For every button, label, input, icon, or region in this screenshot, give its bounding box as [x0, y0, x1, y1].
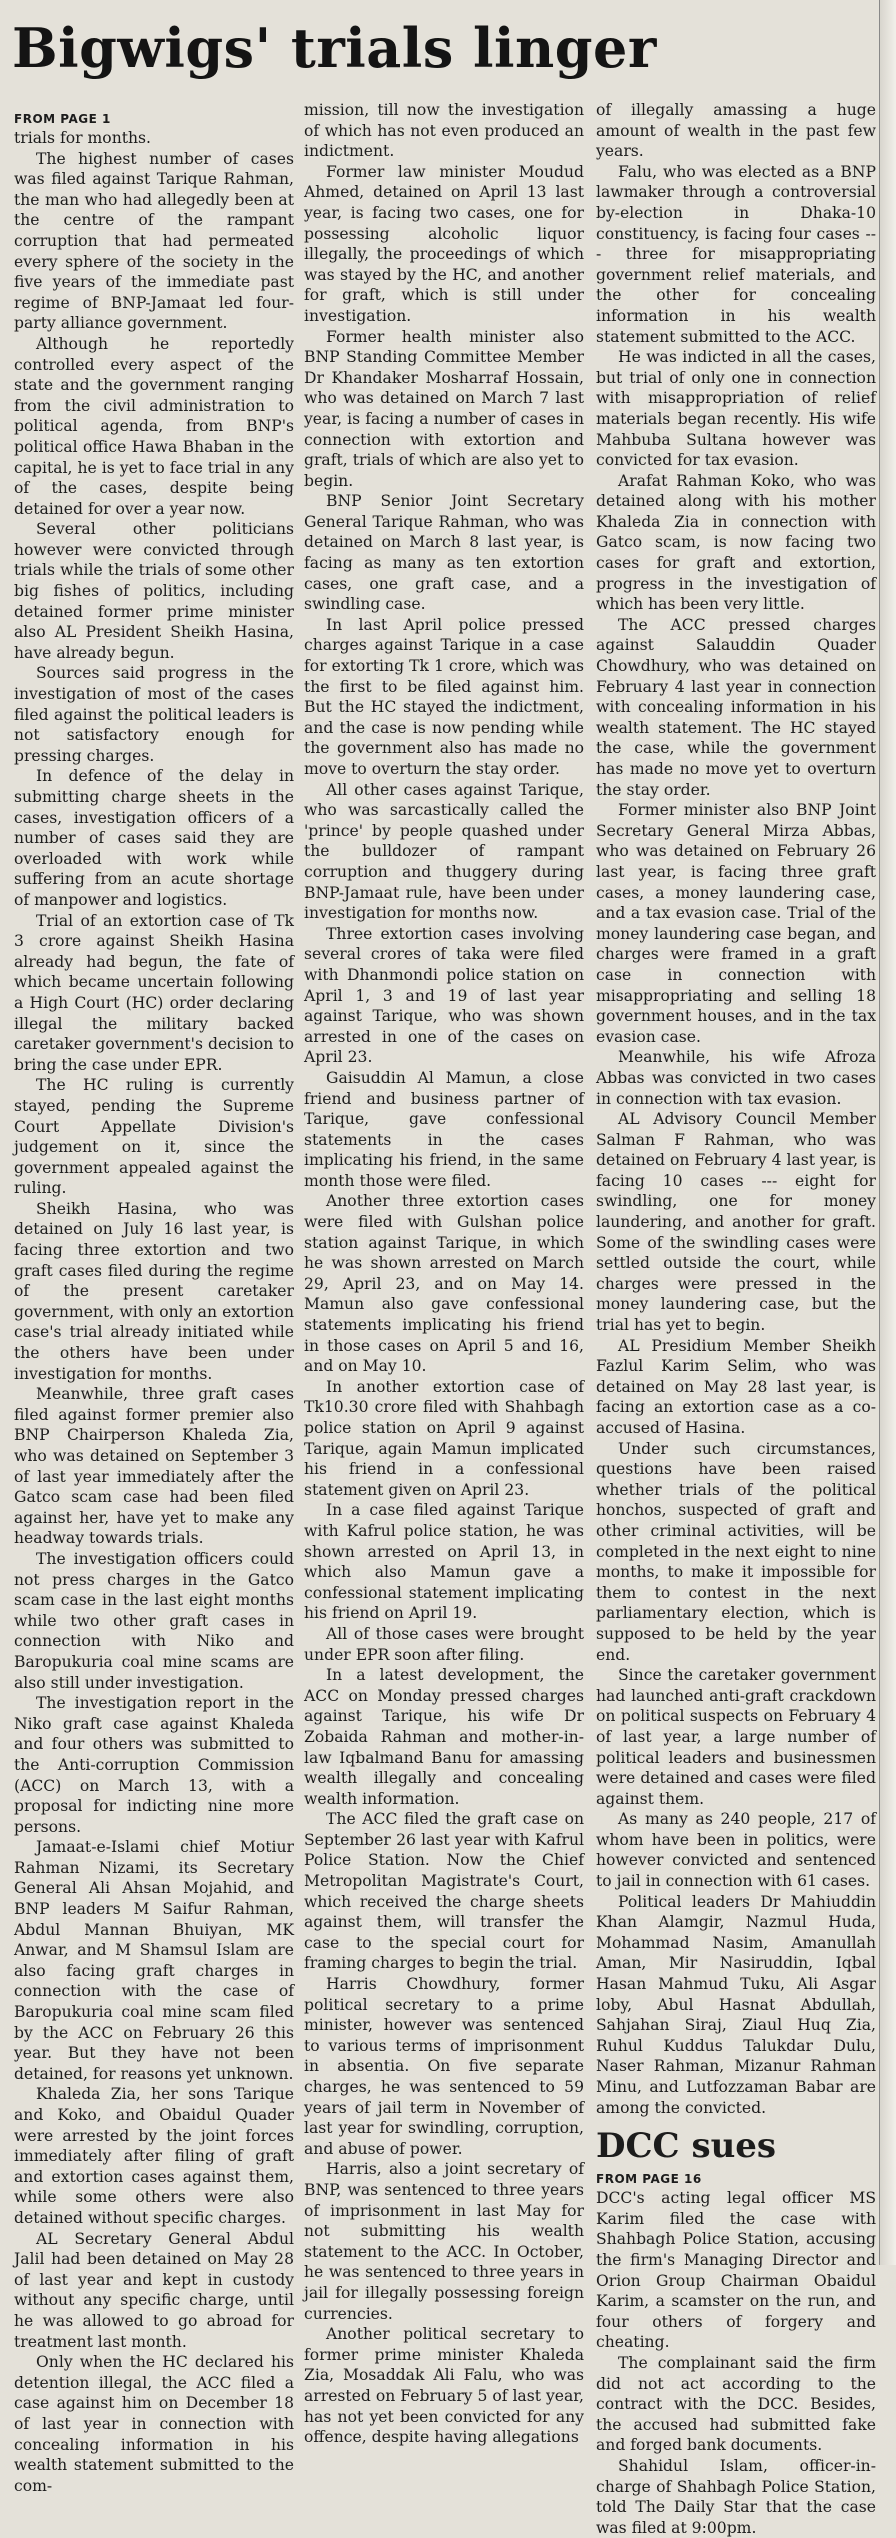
- paragraph: Gaisuddin Al Mamun, a close friend and business partner of Tarique, gave confessional statements in the cases implicating his friend, in the same month those were filed.: [304, 1068, 584, 1190]
- paragraph: In last April police pressed charges against Tarique in a case for extorting Tk 1 crore, which was the first to be filed against him. But the HC stayed the indictment, and the case is now pending while the government also has made no move to overturn the stay order.: [304, 615, 584, 778]
- paragraph: The investigation officers could not press charges in the Gatco scam case in the last eight months while two other graft cases in connection with Niko and Baropukuria coal mine scams are also still under investigation.: [14, 1549, 294, 1692]
- paragraph: Harris Chowdhury, former political secretary to a prime minister, however was sentenced to various terms of imprisonment in absentia. On five separate charges, he was sentenced to 59 years of jail term in November of last year for swindling, corruption, and abuse of power.: [304, 1975, 584, 2158]
- paragraph: Jamaat-e-Islami chief Motiur Rahman Nizami, its Secretary General Ali Ahsan Mojahid, and BNP leaders M Saifur Rahman, Abdul Mannan Bhuiyan, MK Anwar, and M Shamsul Islam are also facing graft charges in connection with the case of Baropukuria coal mine scam filed by the ACC on February 26 this year. But they have not been detained, for reasons yet unknown.: [14, 1838, 294, 2083]
- article-column-2: [304, 100, 584, 2447]
- paragraph: Since the caretaker government had launched anti-graft crackdown on political suspects on February 4 of last year, a large number of political leaders and businessmen were detained and cases were filed against them.: [596, 1666, 876, 1808]
- paragraph: Arafat Rahman Koko, who was detained along with his mother Khaleda Zia in connection with Gatco scam, is now facing two cases for graft and extortion, progress in the investigation of which has been very little.: [596, 471, 876, 614]
- paragraph: Falu, who was elected as a BNP lawmaker through a controversial by-election in Dhaka-10 constituency, is facing four cases --- three for misappropriating government relief materials, and the other for concealing information in his wealth statement submitted to the ACC.: [596, 162, 876, 346]
- paragraph: The investigation report in the Niko graft case against Khaleda and four others was submitted to the Anti-corruption Commission (ACC) on March 13, with a proposal for indicting nine more persons.: [14, 1694, 294, 1836]
- paragraph: Another three extortion cases were filed with Gulshan police station against Tarique, in which he was shown arrested on March 29, April 23, and on May 14. Mamun also gave confessional statements implicating his friend in those cases on April 5 and 16, and on May 10.: [304, 1192, 584, 1376]
- paragraph: All of those cases were brought under EPR soon after filing.: [304, 1624, 584, 1664]
- paragraph: The highest number of cases was filed against Tarique Rahman, the man who had allegedly been at the centre of the rampant corruption that had permeated every sphere of the society in the five years of the immediate past regime of BNP-Jamaat led four-party alliance government.: [14, 149, 294, 333]
- paragraph: Former health minister also BNP Standing Committee Member Dr Khandaker Mosharraf Hossain, who was detained on March 7 last year, is facing a number of cases in connection with extortion and graft, trials of which are also yet to begin.: [304, 327, 584, 490]
- paragraph: Another political secretary to former prime minister Khaleda Zia, Mosaddak Ali Falu, who was arrested on February 5 of last year, has not yet been convicted for any offence, despite having allegations: [304, 2325, 584, 2447]
- paragraph: Former law minister Moudud Ahmed, detained on April 13 last year, is facing two cases, one for possessing alcoholic liquor illegally, the proceedings of which was stayed by the HC, and another for graft, which is still under investigation.: [304, 162, 584, 325]
- dcc-sues-headline: DCC sues: [596, 2126, 777, 2167]
- adjacent-page-edge: [879, 0, 896, 2265]
- paragraph: Political leaders Dr Mahiuddin Khan Alamgir, Nazmul Huda, Mohammad Nasim, Amanullah Aman, Mir Nasiruddin, Iqbal Hasan Mahmud Tuku, Ali Asgar loby, Abul Hasnat Abdullah, Sahjahan Siraj, Ziaul Huq Zia, Ruhul Kuddus Talukdar Dulu, Naser Rahman, Mizanur Rahman Minu, and Lutfozzaman Babar are among the convicted.: [596, 1892, 876, 2117]
- paragraph: BNP Senior Joint Secretary General Tarique Rahman, who was detained on March 8 last year, is facing as many as ten extortion cases, one graft case, and a swindling case.: [304, 492, 584, 614]
- paragraph: Meanwhile, three graft cases filed against former premier also BNP Chairperson Khaleda Zia, who was detained on September 3 of last year immediately after the Gatco scam case had been filed against her, have yet to make any headway towards trials.: [14, 1385, 294, 1548]
- paragraph: Under such circumstances, questions have been raised whether trials of the political honchos, suspected of graft and other criminal activities, will be completed in the next eight to nine months, to make it impossible for them to contest in the next parliamentary election, which is supposed to be held by the year end.: [596, 1439, 876, 1664]
- paragraph: Khaleda Zia, her sons Tarique and Koko, and Obaidul Quader were arrested by the joint forces immediately after filing of graft and extortion cases against them, while some others were also detained without specific charges.: [14, 2085, 294, 2227]
- paragraph: He was indicted in all the cases, but trial of only one in connection with misappropriation of relief materials began recently. His wife Mahbuba Sultana however was convicted for tax evasion.: [596, 348, 876, 470]
- headline: Bigwigs' trials linger: [12, 16, 657, 80]
- paragraph: In defence of the delay in submitting charge sheets in the cases, investigation officers of a number of cases said they are overloaded with work while suffering from an acute shortage of manpower and logistics.: [14, 767, 294, 909]
- paragraph: In a latest development, the ACC on Monday pressed charges against Tarique, his wife Dr Zobaida Rahman and mother-in-law Iqbalmand Banu for amassing wealth illegally and concealing wealth information.: [304, 1666, 584, 1808]
- paragraph: Trial of an extortion case of Tk 3 crore against Sheikh Hasina already had begun, the fate of which became uncertain following a High Court (HC) order declaring illegal the military backed caretaker government's decision to bring the case under EPR.: [14, 911, 294, 1074]
- paragraph: Sources said progress in the investigation of most of the cases filed against the political leaders is not satisfactory enough for pressing charges.: [14, 664, 294, 765]
- dcc-continuation-label: FROM PAGE 16: [596, 2172, 702, 2187]
- paragraph: In another extortion case of Tk10.30 crore filed with Shahbagh police station on April 9 against Tarique, again Mamun implicated his friend in a confessional statement given on April 23.: [304, 1377, 584, 1499]
- dcc-paragraph: DCC's acting legal officer MS Karim filed the case with Shahbagh Police Station, accusing the firm's Managing Director and Orion Group Chairman Obaidul Karim, a scamster on the run, and four others of forgery and cheating.: [596, 2189, 876, 2352]
- continuation-label: FROM PAGE 1: [14, 112, 111, 126]
- paragraph: AL Secretary General Abdul Jalil had been detained on May 28 of last year and kept in custody without any specific charge, until he was allowed to go abroad for treatment last month.: [14, 2229, 294, 2351]
- paragraph: Sheikh Hasina, who was detained on July 16 last year, is facing three extortion and two graft cases filed during the regime of the present caretaker government, with only an extortion case's trial already initiated while the others have been under investigation for months.: [14, 1199, 294, 1383]
- paragraph: trials for months.: [14, 129, 152, 147]
- article-column-3: [596, 100, 876, 2537]
- paragraph: Only when the HC declared his detention illegal, the ACC filed a case against him on December 18 of last year in connection with concealing information in his wealth statement submitted to the com-: [14, 2353, 294, 2495]
- article-column-1: [14, 110, 294, 2495]
- paragraph: In a case filed against Tarique with Kafrul police station, he was shown arrested on April 13, in which also Mamun gave a confessional statement implicating his friend on April 19.: [304, 1501, 584, 1623]
- paragraph: AL Presidium Member Sheikh Fazlul Karim Selim, who was detained on May 28 last year, is facing an extortion case as a co-accused of Hasina.: [596, 1336, 876, 1437]
- paragraph: Although he reportedly controlled every aspect of the state and the government ranging from the civil administration to political agenda, from BNP's political office Hawa Bhaban in the capital, he is yet to face trial in any of the cases, despite being detained for over a year now.: [14, 334, 294, 518]
- paragraph: Former minister also BNP Joint Secretary General Mirza Abbas, who was detained on February 26 last year, is facing three graft cases, a money laundering case, and a tax evasion case. Trial of the money laundering case began, and charges were framed in a graft case in connection with misappropriating and selling 18 government houses, and in the tax evasion case.: [596, 801, 876, 1046]
- paragraph: The HC ruling is currently stayed, pending the Supreme Court Appellate Division's judgement on it, since the government appealed against the ruling.: [14, 1076, 294, 1198]
- paragraph: Meanwhile, his wife Afroza Abbas was convicted in two cases in connection with tax evasion.: [596, 1048, 876, 1108]
- paragraph: The ACC pressed charges against Salauddin Quader Chowdhury, who was detained on February 4 last year in connection with concealing information in his wealth statement. The HC stayed the case, while the government has made no move yet to overturn the stay order.: [596, 615, 876, 799]
- paragraph: mission, till now the investigation of which has not even produced an indictment.: [304, 101, 584, 161]
- paragraph: All other cases against Tarique, who was sarcastically called the 'prince' by people quashed under the bulldozer of rampant corruption and thuggery during BNP-Jamaat rule, have been under investigation for months now.: [304, 780, 584, 923]
- paragraph: As many as 240 people, 217 of whom have been in politics, were however convicted and sentenced to jail in connection with 61 cases.: [596, 1810, 876, 1891]
- paragraph: Harris, also a joint secretary of BNP, was sentenced to three years of imprisonment in last May for not submitting his wealth statement to the ACC. In October, he was sentenced to three years in jail for illegally possessing foreign currencies.: [304, 2160, 584, 2323]
- paragraph: The ACC filed the graft case on September 26 last year with Kafrul Police Station. Now the Chief Metropolitan Magistrate's Court, which received the charge sheets against them, will transfer the case to the special court for framing charges to begin the trial.: [304, 1810, 584, 1973]
- paragraph: of illegally amassing a huge amount of wealth in the past few years.: [596, 101, 876, 161]
- paragraph: Three extortion cases involving several crores of taka were filed with Dhanmondi police station on April 1, 3 and 19 of last year against Tarique, who was shown arrested in one of the cases on April 23.: [304, 924, 584, 1067]
- paragraph: AL Advisory Council Member Salman F Rahman, who was detained on February 4 last year, is facing 10 cases --- eight for swindling, one for money laundering, and another for graft. Some of the swindling cases were settled outside the court, while charges were pressed in the money laundering case, but the trial has yet to begin.: [596, 1110, 876, 1335]
- dcc-paragraph: Shahidul Islam, officer-in-charge of Shahbagh Police Station, told The Daily Star that the case was filed at 9:00pm.: [596, 2456, 876, 2537]
- dcc-paragraph: The complainant said the firm did not act according to the contract with the DCC. Besides, the accused had submitted fake and forged bank documents.: [596, 2353, 876, 2455]
- paragraph: Several other politicians however were convicted through trials while the trials of some other big fishes of politics, including detained former prime minister also AL President Sheikh Hasina, have already begun.: [14, 520, 294, 662]
